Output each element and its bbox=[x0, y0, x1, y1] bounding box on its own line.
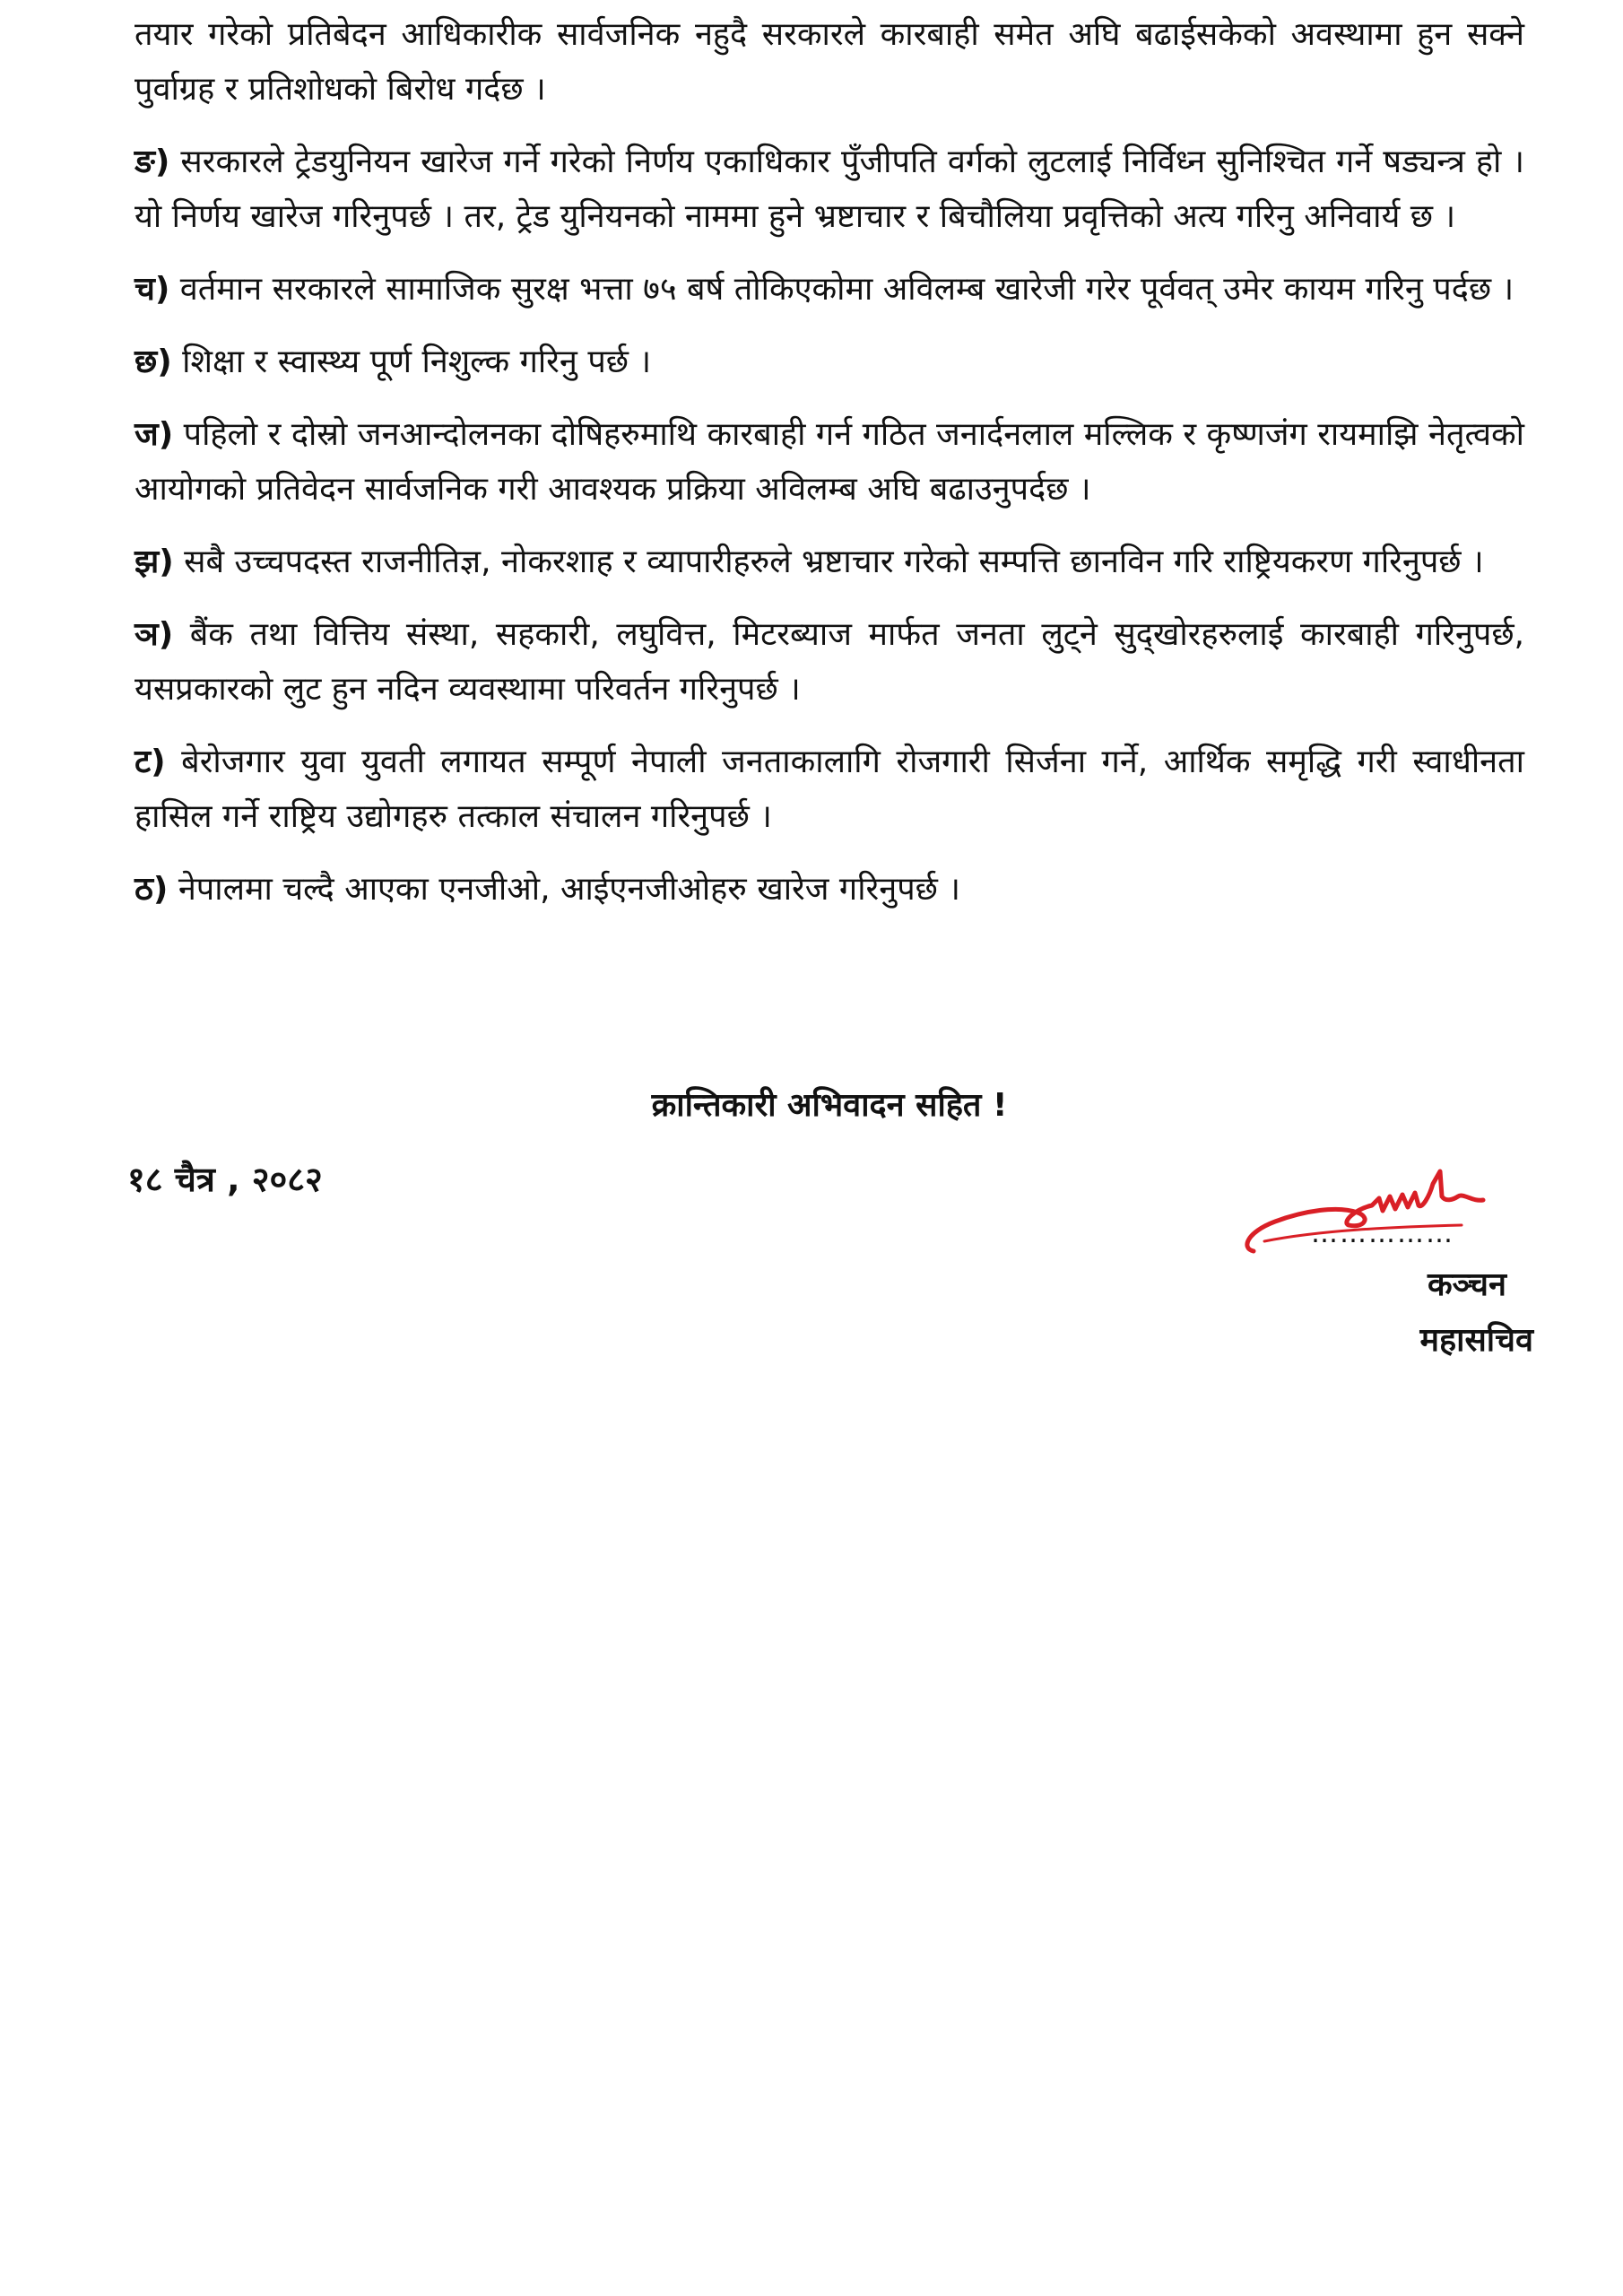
demand-item bbox=[135, 407, 1524, 517]
demand-item bbox=[135, 607, 1524, 717]
intro-paragraph: तयार गरेको प्रतिबेदन आधिकारीक सार्वजनिक नहुदै सरकारले कारबाही समेत अघि बढाईसकेको अवस्थामा हुन सक्ने पुर्वाग्रह र प्रतिशोधको बिरोध गर्दछ । bbox=[135, 16, 1524, 108]
item-text: शिक्षा र स्वास्थ्य पूर्ण निशुल्क गरिनु पर्छ । bbox=[171, 344, 652, 380]
item-text: सबै उच्चपदस्त राजनीतिज्ञ, नोकरशाह र व्यापारीहरुले भ्रष्टाचार गरेको सम्पत्ति छानविन गरि राष्ट्रियकरण गरिनुपर्छ । bbox=[173, 544, 1484, 580]
document-date: १८ चैत्र , २०८२ bbox=[127, 1160, 323, 1199]
signature-scribble bbox=[1237, 1166, 1506, 1265]
item-text: नेपालमा चल्दै आएका एनजीओ, आईएनजीओहरु खारेज गरिनुपर्छ । bbox=[168, 871, 960, 908]
signatory-name: कञ्चन bbox=[1427, 1266, 1506, 1303]
signature-block bbox=[1237, 1166, 1614, 1381]
item-marker: छ) bbox=[135, 344, 172, 380]
closing-salutation: क्रान्तिकारी अभिवादन सहित ! bbox=[651, 1087, 1008, 1124]
signatory-title: महासचिव bbox=[1419, 1322, 1533, 1359]
signature-dotted-line: …………… bbox=[1311, 1218, 1454, 1249]
demand-item bbox=[135, 135, 1524, 244]
demand-item bbox=[135, 262, 1524, 317]
demand-item bbox=[135, 335, 1524, 389]
item-marker: च) bbox=[135, 271, 170, 308]
item-marker: ज) bbox=[135, 416, 174, 453]
item-marker: ठ) bbox=[135, 871, 169, 908]
item-text: सरकारले ट्रेडयुनियन खारेज गर्ने गरेको निर्णय एकाधिकार पुँजीपति वर्गको लुटलाई निर्विध्न सुनिश्चित गर्ने षड्यन्त्र हो । यो निर्णय खारेज गरिनुपर्छ । तर, ट्रेड युनियनको नाममा हुने भ्रष्टाचार र बिचौलिया प्रवृत्तिको अत्य गरिनु अनिवार्य छ । bbox=[135, 144, 1524, 235]
item-marker: ञ) bbox=[135, 616, 174, 653]
demand-item bbox=[135, 535, 1524, 589]
item-marker: झ) bbox=[135, 544, 174, 580]
item-marker: ङ) bbox=[135, 144, 170, 180]
demand-item bbox=[135, 862, 1524, 917]
item-marker: ट) bbox=[135, 744, 166, 780]
document-page bbox=[127, 0, 1533, 1359]
item-text: वर्तमान सरकारले सामाजिक सुरक्ष भत्ता ७५ बर्ष तोकिएकोमा अविलम्ब खारेजी गरेर पूर्ववत् उमेर कायम गरिनु पर्दछ । bbox=[169, 271, 1515, 308]
item-text: बेरोजगार युवा युवती लगायत सम्पूर्ण नेपाली जनताकालागि रोजगारी सिर्जना गर्ने, आर्थिक समृद्धि गरी स्वाधीनता हासिल गर्ने राष्ट्रिय उद्योगहरु तत्काल संचालन गरिनुपर्छ । bbox=[135, 744, 1524, 835]
demand-item bbox=[135, 735, 1524, 844]
item-text: पहिलो र दोस्रो जनआन्दोलनका दोषिहरुमाथि कारबाही गर्न गठित जनार्दनलाल मल्लिक र कृष्णजंग रायमाझि नेतृत्वको आयोगको प्रतिवेदन सार्वजनिक गरी आवश्यक प्रक्रिया अविलम्ब अघि बढाउनुपर्दछ । bbox=[135, 416, 1524, 508]
item-text: बैंक तथा वित्तिय संस्था, सहकारी, लघुवित्त, मिटरब्याज मार्फत जनता लुट्ने सुद्खोरहरुलाई कारबाही गरिनुपर्छ, यसप्रकारको लुट हुन नदिन व्यवस्थामा परिवर्तन गरिनुपर्छ । bbox=[135, 616, 1524, 708]
